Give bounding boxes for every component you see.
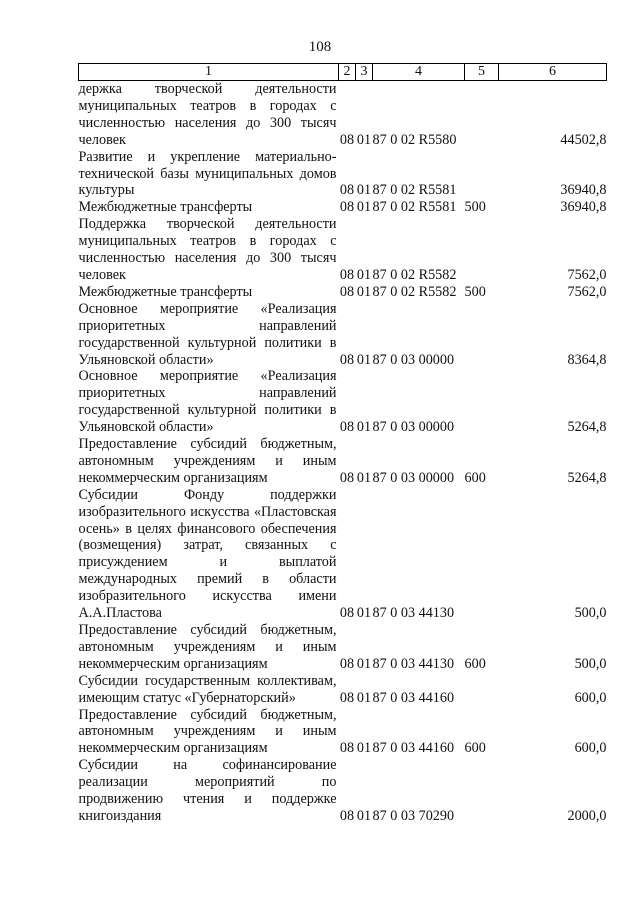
row-target: 87 0 02 R5582 xyxy=(372,283,457,300)
row-subsection: 01 xyxy=(356,469,372,486)
row-name: держка творческой деятельности муниципальных театров в городах с численностью населения до 300 тысяч человек xyxy=(78,81,337,148)
row-kind xyxy=(465,149,499,200)
row-target: 87 0 03 44130 xyxy=(372,655,455,672)
table-row xyxy=(79,301,607,369)
row-section: 08 xyxy=(339,469,355,486)
row-amount: 500,0 xyxy=(574,605,607,622)
header-col-kind: 5 xyxy=(465,64,499,81)
table-row xyxy=(79,284,607,301)
budget-table xyxy=(78,63,607,825)
row-amount: 500,0 xyxy=(574,655,607,672)
row-subsection: 01 xyxy=(356,182,372,199)
page-number: 108 xyxy=(308,39,332,55)
row-amount: 5264,8 xyxy=(567,469,607,486)
row-kind xyxy=(465,487,499,622)
table-row xyxy=(79,368,607,436)
row-name: Предоставление субсидий бюджетным, автономным учреждениям и иным некоммерческим организациям xyxy=(78,436,337,486)
table-row xyxy=(79,81,607,149)
table-row xyxy=(79,757,607,825)
row-amount: 5264,8 xyxy=(567,419,607,436)
row-name: Межбюджетные трансферты xyxy=(78,283,253,300)
row-amount: 600,0 xyxy=(574,740,607,757)
row-name: Развитие и укрепление материально-технической базы муниципальных домов культуры xyxy=(78,148,337,199)
row-section: 08 xyxy=(339,199,355,216)
row-subsection: 01 xyxy=(356,605,372,622)
row-kind: 600 xyxy=(464,740,486,757)
row-name: Основное мероприятие «Реализация приоритетных направлений государственной культурной политики в Ульяновской области» xyxy=(78,300,337,368)
row-amount: 2000,0 xyxy=(567,807,607,824)
row-kind: 600 xyxy=(464,655,486,672)
row-subsection: 01 xyxy=(356,419,372,436)
table-row xyxy=(79,622,607,673)
header-col-name: 1 xyxy=(79,64,339,81)
table-row xyxy=(79,149,607,200)
row-kind xyxy=(465,301,499,369)
row-section: 08 xyxy=(339,807,355,824)
table-row xyxy=(79,436,607,487)
row-subsection: 01 xyxy=(356,266,372,283)
header-row xyxy=(79,64,607,81)
row-section: 08 xyxy=(339,419,355,436)
row-subsection: 01 xyxy=(356,131,372,148)
row-target: 87 0 03 44130 xyxy=(372,605,455,622)
table-row xyxy=(79,673,607,707)
row-amount: 7562,0 xyxy=(567,283,607,300)
row-name: Субсидии Фонду поддержки изобразительного искусства «Пластовская осень» в целях финансового обеспечения (возмещения) затрат, связанных с присуждением и выплатой международных премий в области изобразительного искусства имени А.А.Пластова xyxy=(78,486,337,622)
row-subsection: 01 xyxy=(356,807,372,824)
table-row xyxy=(79,487,607,622)
row-target: 87 0 03 00000 xyxy=(372,469,455,486)
row-section: 08 xyxy=(339,182,355,199)
row-amount: 44502,8 xyxy=(560,131,607,148)
table-row xyxy=(79,199,607,216)
row-amount: 36940,8 xyxy=(560,182,607,199)
row-target: 87 0 02 R5582 xyxy=(372,266,457,283)
row-section: 08 xyxy=(339,266,355,283)
row-name: Поддержка творческой деятельности муниципальных театров в городах с численностью населения до 300 тысяч человек xyxy=(78,216,337,283)
row-kind xyxy=(465,368,499,436)
row-name: Предоставление субсидий бюджетным, автономным учреждениям и иным некоммерческим организациям xyxy=(78,622,337,672)
row-kind xyxy=(465,673,499,707)
row-target: 87 0 03 44160 xyxy=(372,689,455,706)
row-kind xyxy=(465,757,499,825)
row-kind: 500 xyxy=(464,283,486,300)
row-kind: 500 xyxy=(464,199,486,216)
row-kind: 600 xyxy=(464,469,486,486)
row-section: 08 xyxy=(339,283,355,300)
header-col-amount: 6 xyxy=(499,64,607,81)
header-col-section: 2 xyxy=(339,64,356,81)
row-subsection: 01 xyxy=(356,740,372,757)
row-section: 08 xyxy=(339,740,355,757)
row-amount: 8364,8 xyxy=(567,351,607,368)
table-row xyxy=(79,707,607,758)
row-section: 08 xyxy=(339,689,355,706)
row-kind xyxy=(465,216,499,284)
row-subsection: 01 xyxy=(356,351,372,368)
row-name: Предоставление субсидий бюджетным, автономным учреждениям и иным некоммерческим организациям xyxy=(78,706,337,757)
row-kind xyxy=(465,81,499,149)
row-subsection: 01 xyxy=(356,689,372,706)
row-target: 87 0 03 44160 xyxy=(372,740,455,757)
row-target: 87 0 03 00000 xyxy=(372,419,455,436)
row-amount: 600,0 xyxy=(574,689,607,706)
table-header xyxy=(79,64,607,81)
row-target: 87 0 03 00000 xyxy=(372,351,455,368)
row-section: 08 xyxy=(339,605,355,622)
row-subsection: 01 xyxy=(356,199,372,216)
row-target: 87 0 03 70290 xyxy=(372,807,455,824)
row-name: Субсидии государственным коллективам, имеющим статус «Губернаторский» xyxy=(78,672,337,706)
row-section: 08 xyxy=(339,131,355,148)
table-row xyxy=(79,216,607,284)
header-col-subsection: 3 xyxy=(356,64,373,81)
row-name: Межбюджетные трансферты xyxy=(78,199,253,216)
row-section: 08 xyxy=(339,655,355,672)
table-body xyxy=(79,81,607,825)
row-section: 08 xyxy=(339,351,355,368)
row-target: 87 0 02 R5580 xyxy=(372,131,457,148)
row-name: Основное мероприятие «Реализация приоритетных направлений государственной культурной политики в Ульяновской области» xyxy=(78,368,337,436)
row-amount: 36940,8 xyxy=(560,199,607,216)
header-col-target: 4 xyxy=(373,64,465,81)
row-subsection: 01 xyxy=(356,655,372,672)
row-subsection: 01 xyxy=(356,283,372,300)
row-target: 87 0 02 R5581 xyxy=(372,182,457,199)
row-name: Субсидии на софинансирование реализации мероприятий по продвижению чтения и поддержке книгоиздания xyxy=(78,757,337,824)
row-target: 87 0 02 R5581 xyxy=(372,199,457,216)
row-amount: 7562,0 xyxy=(567,266,607,283)
